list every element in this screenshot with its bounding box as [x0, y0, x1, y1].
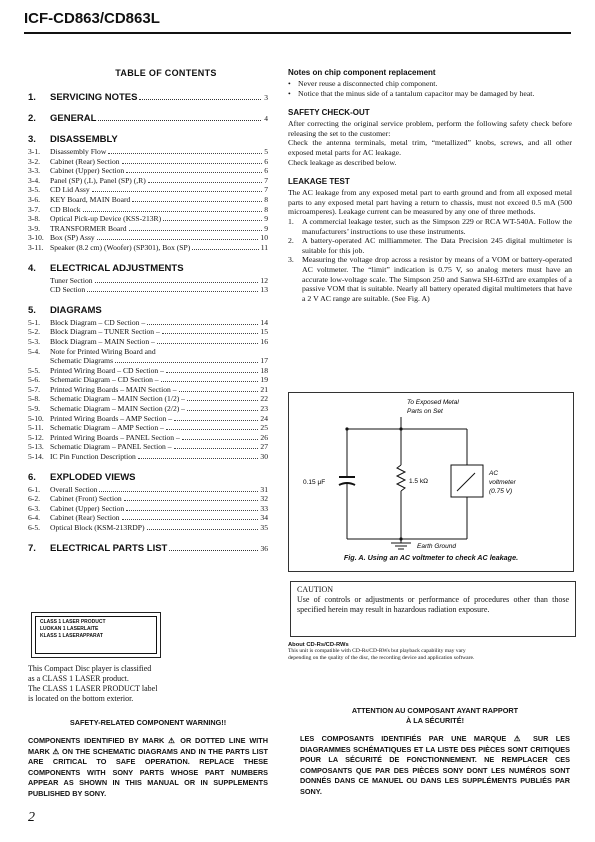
- toc-entry-title: Printed Wiring Boards – PANEL Section –: [50, 432, 180, 442]
- toc-entry-number: 5-6.: [28, 375, 41, 385]
- leakage-test-title: LEAKAGE TEST: [288, 177, 350, 187]
- toc-entry-number: 3-1.: [28, 147, 41, 156]
- meter-label-ac: AC: [489, 470, 499, 477]
- toc-entry-number: 5-1.: [28, 317, 41, 327]
- toc-entry[interactable]: [28, 224, 268, 234]
- toc-entry-number: 5-13.: [28, 442, 44, 452]
- toc-entry-title: Cabinet (Upper) Section: [50, 503, 125, 513]
- toc-page-number: 17: [260, 356, 268, 366]
- toc-entry-title: KEY Board, MAIN Board: [50, 194, 131, 204]
- toc-entry-title: Box (SP) Assy: [50, 233, 95, 243]
- toc-leader-dots: [148, 182, 262, 183]
- toc-section-number: 6.: [28, 471, 36, 483]
- toc-section: [28, 113, 268, 124]
- toc-entry-title: Schematic Diagrams: [50, 356, 114, 366]
- toc-entry-title: IC Pin Function Description: [50, 452, 136, 462]
- toc-leader-dots: [122, 519, 259, 520]
- toc-entry-number: 5-11.: [28, 423, 44, 433]
- voltmeter-needle: [457, 473, 475, 491]
- chip-notes-title: Notes on chip component replacement: [288, 68, 436, 77]
- junction-dot: [399, 537, 402, 540]
- toc-entry[interactable]: [28, 243, 268, 253]
- leakage-test-intro: The AC leakage from any exposed metal part to earth ground and from all exposed metal parts to any exposed metal part having a return to chassis, must not exceed 0.5 mA (500 microamperes). Leakage current can be measured by any one of three methods.: [288, 188, 572, 217]
- toc-leader-dots: [157, 343, 259, 344]
- toc-entry-number: 5-9.: [28, 404, 41, 414]
- toc-entry-number: 5-10.: [28, 413, 44, 423]
- toc-section-title: SERVICING NOTES: [50, 92, 138, 103]
- toc-leader-dots: [187, 410, 258, 411]
- toc-page-number: 6: [264, 156, 268, 166]
- toc-leader-dots: [166, 429, 259, 430]
- toc-page-number: 9: [264, 223, 268, 233]
- laser-label-text: [35, 616, 157, 654]
- toc-section-title: DIAGRAMS: [50, 304, 102, 316]
- toc-page-number: 18: [260, 365, 268, 375]
- laser-product-label: [31, 612, 161, 658]
- safety-warning-fr-title: [300, 706, 570, 726]
- toc-section: [28, 92, 268, 103]
- toc-entry-number: 6-4.: [28, 513, 41, 523]
- toc-entry-title: Printed Wiring Boards – MAIN Section –: [50, 384, 177, 394]
- toc-page-number: 22: [260, 394, 268, 404]
- toc-entry-number: 5-5.: [28, 365, 41, 375]
- toc-section-heading[interactable]: [28, 263, 268, 274]
- toc-leader-dots: [174, 420, 258, 421]
- toc-entry[interactable]: [28, 285, 268, 295]
- header-rule: [24, 32, 571, 34]
- toc-leader-dots: [83, 211, 263, 212]
- meter-label-range: (0.75 V): [489, 488, 513, 495]
- toc-section: [28, 305, 268, 462]
- toc-leader-dots: [99, 491, 258, 492]
- toc-leader-dots: [124, 500, 259, 501]
- toc-section: [28, 472, 268, 533]
- leakage-method-text: Measuring the voltage drop across a resistor by means of a VOM or battery-operated AC voltmeter. The “limit” indication is 0.75 V, so analog meters must have an accurate low-voltage scale. The Simpson 250 and Sanwa SH-63Trd are examples of a passive VOM that is suitable. Nearly all battery operated digital multimeters that have a 2 V AC range are suitable. (See Fig. A): [302, 255, 572, 303]
- toc-entry-number: 5-4.: [28, 346, 41, 356]
- safety-warning-title: SAFETY-RELATED COMPONENT WARNING!!: [69, 718, 227, 727]
- toc-leader-dots: [179, 391, 259, 392]
- toc-entry[interactable]: [28, 147, 268, 157]
- leakage-method-item: [288, 236, 572, 255]
- toc-section-heading[interactable]: [28, 92, 268, 103]
- toc-leader-dots: [129, 230, 263, 231]
- right-column: [288, 68, 572, 303]
- toc-page-number: 7: [264, 185, 268, 195]
- toc-leader-dots: [192, 249, 258, 250]
- toc-leader-dots: [122, 163, 263, 164]
- safety-checkout-paragraph: After correcting the original service problem, perform the following safety check before releasing the set to the customer:: [288, 119, 572, 138]
- toc-section-heading[interactable]: [28, 113, 268, 124]
- chip-note-item: [288, 79, 572, 89]
- item-number: 2.: [288, 236, 294, 246]
- leakage-method-text: A commercial leakage tester, such as the Simpson 229 or RCA WT-540A. Follow the manufacturers’ instructions to use these instruments.: [302, 216, 572, 236]
- toc-page-number: 10: [260, 233, 268, 243]
- toc-section-title: EXPLODED VIEWS: [50, 471, 136, 483]
- toc-entry-title: Schematic Diagram – CD Section –: [50, 375, 159, 385]
- cdrw-title: About CD-Rs/CD-RWs: [288, 642, 349, 648]
- toc-entry[interactable]: [28, 404, 268, 414]
- toc-entry-title: CD Section: [50, 285, 86, 295]
- caution-box: [290, 581, 576, 637]
- toc-leader-dots: [139, 99, 261, 100]
- toc-entry[interactable]: [28, 452, 268, 462]
- toc-entry-number: 3-7.: [28, 204, 41, 214]
- toc-entry-title: Optical Pick-up Device (KSS-213R): [50, 214, 162, 224]
- toc-page-number: 21: [260, 384, 268, 394]
- toc-section-number: 1.: [28, 92, 36, 103]
- toc-page-number: 3: [264, 93, 268, 102]
- toc-entry[interactable]: [28, 337, 268, 347]
- toc-section: [28, 543, 268, 554]
- cd-note-line: is located on the bottom exterior.: [28, 694, 134, 703]
- cd-laser-note: [28, 664, 258, 704]
- chip-note-text: Never reuse a disconnected chip component.: [298, 79, 438, 88]
- toc-page-number: 12: [260, 275, 268, 285]
- toc-entry-title: Block Diagram – TUNER Section –: [50, 327, 160, 337]
- toc-section-heading[interactable]: [28, 472, 268, 483]
- toc-entry[interactable]: [28, 233, 268, 243]
- toc-entry[interactable]: [28, 433, 268, 443]
- page-number: 2: [28, 810, 35, 825]
- toc-leader-dots: [187, 400, 258, 401]
- toc-page-number: 30: [260, 452, 268, 462]
- toc-page-number: 7: [264, 175, 268, 185]
- toc-leader-dots: [95, 282, 259, 283]
- toc-entry-title: Tuner Section: [50, 275, 93, 285]
- toc-entry-number: 3-10.: [28, 233, 44, 243]
- toc-section-number: 3.: [28, 134, 36, 145]
- junction-dot: [399, 427, 402, 430]
- toc-entry[interactable]: [28, 513, 268, 523]
- toc-entry-number: 3-11.: [28, 242, 44, 252]
- toc-entry-title: Cabinet (Rear) Section: [50, 156, 120, 166]
- toc-entry-number: 5-8.: [28, 394, 41, 404]
- toc-page-number: 9: [264, 214, 268, 224]
- toc-page-number: 25: [260, 423, 268, 433]
- toc-entry-title: Note for Printed Wiring Board and: [50, 346, 156, 356]
- toc-leader-dots: [97, 239, 259, 240]
- toc-page-number: 36: [260, 543, 268, 553]
- toc-entry[interactable]: [28, 523, 268, 533]
- toc-entry-number: 3-2.: [28, 156, 41, 166]
- toc-leader-dots: [108, 153, 262, 154]
- toc-page-number: 26: [260, 432, 268, 442]
- toc-leader-dots: [163, 220, 262, 221]
- toc-entry-number: 5-7.: [28, 384, 41, 394]
- capacitor-value: 0.15 μF: [303, 479, 326, 486]
- toc-entry-title: CD Block: [50, 204, 81, 214]
- bullet-icon: •: [288, 79, 291, 88]
- toc-page-number: 24: [260, 413, 268, 423]
- toc-entry[interactable]: [28, 504, 268, 514]
- toc-entry-number: 5-12.: [28, 432, 44, 442]
- toc-page-number: 16: [260, 336, 268, 346]
- toc-section-number: 5.: [28, 304, 36, 316]
- toc-entry[interactable]: [28, 485, 268, 495]
- toc-entry[interactable]: [28, 276, 268, 286]
- toc-entry-number: 6-5.: [28, 523, 41, 532]
- item-number: 1.: [288, 216, 294, 226]
- toc-entry[interactable]: [28, 318, 268, 328]
- toc-entry[interactable]: [28, 185, 268, 195]
- laser-label-line: CLASS 1 LASER PRODUCT: [40, 619, 106, 625]
- toc-entry-number: 5-3.: [28, 336, 41, 346]
- toc-section-title: ELECTRICAL ADJUSTMENTS: [50, 262, 184, 274]
- toc-entry[interactable]: [28, 214, 268, 224]
- cd-note-line: The CLASS 1 LASER PRODUCT label: [28, 684, 158, 693]
- toc-entry-title: Speaker (8.2 cm) (Woofer) (SP301), Box (SP): [50, 242, 191, 252]
- toc-section-heading[interactable]: [28, 305, 268, 316]
- leakage-circuit-diagram: [289, 393, 573, 553]
- toc-page-number: 8: [264, 204, 268, 214]
- toc-section: [28, 263, 268, 295]
- toc-entry-number: 3-8.: [28, 214, 41, 224]
- toc-entry-number: 3-6.: [28, 194, 41, 204]
- toc-section: [28, 134, 268, 253]
- toc-page-number: 6: [264, 166, 268, 176]
- toc-entry[interactable]: [28, 394, 268, 404]
- toc-section-heading[interactable]: [28, 134, 268, 145]
- toc-leader-dots: [87, 291, 258, 292]
- safety-checkout-title: SAFETY CHECK-OUT: [288, 108, 370, 118]
- leakage-method-text: A battery-operated AC milliammeter. The Data Precision 245 digital multimeter is suitable for this job.: [302, 236, 572, 255]
- cdrw-body: This unit is compatible with CD-Rs/CD-RWs but playback capability may vary depending on the quality of the disc, the recording device and application software.: [288, 648, 475, 662]
- chip-note-text: Notice that the minus side of a tantalum capacitor may be damaged by heat.: [298, 88, 535, 98]
- toc-entry-title: Optical Block (KSM-213RDP): [50, 523, 145, 532]
- document-header: ICF-CD863/CD863L: [24, 10, 160, 27]
- toc-entry[interactable]: [28, 347, 268, 357]
- toc-entry-title: Cabinet (Rear) Section: [50, 513, 120, 523]
- toc-leader-dots: [182, 439, 259, 440]
- toc-entry-title: Block Diagram – MAIN Section –: [50, 336, 155, 346]
- toc-section-title: GENERAL: [50, 113, 97, 124]
- safety-checkout-paragraph: Check leakage as described below.: [288, 157, 397, 167]
- toc-entry-title: Overall Section: [50, 484, 98, 494]
- toc-entry-number: 5-14.: [28, 452, 44, 462]
- toc-section-heading[interactable]: [28, 543, 268, 554]
- toc-leader-dots: [147, 324, 258, 325]
- toc-page-number: 8: [264, 194, 268, 204]
- cdrw-note: [288, 642, 488, 663]
- toc-entry-number: 6-2.: [28, 494, 41, 504]
- leakage-method-item: [288, 255, 572, 303]
- safety-warning-body: COMPONENTS IDENTIFIED BY MARK ⚠ OR DOTTED LINE WITH MARK ⚠ ON THE SCHEMATIC DIAGRAMS AND IN THE PARTS LIST ARE CRITICAL TO SAFE OPERATION. REPLACE THESE COMPONENTS WITH SONY PARTS WHOSE PART NUMBERS APPEAR AS SHOWN IN THIS MANUAL OR IN SUPPLEMENTS PUBLISHED BY SONY.: [28, 736, 268, 798]
- figure-caption: Fig. A. Using an AC voltmeter to check AC leakage.: [343, 553, 519, 562]
- toc-page-number: 5: [264, 147, 268, 156]
- toc-page-number: 32: [260, 494, 268, 504]
- toc-page-number: 27: [260, 442, 268, 452]
- toc-page-number: 23: [260, 404, 268, 414]
- toc-entry[interactable]: [28, 157, 268, 167]
- laser-label-line: LUOKAN 1 LASERLAITE: [40, 626, 99, 632]
- toc-section-number: 4.: [28, 262, 36, 274]
- leakage-method-item: [288, 217, 572, 236]
- toc-entry-title: CD Lid Assy: [50, 185, 90, 195]
- chip-note-item: [288, 89, 572, 99]
- cd-note-line: as a CLASS 1 LASER product.: [28, 674, 129, 683]
- toc-entry-title: Printed Wiring Boards – AMP Section –: [50, 413, 173, 423]
- laser-label-line: KLASS 1 LASERAPPARAT: [40, 633, 103, 639]
- toc-entry-number: 5-2.: [28, 327, 41, 337]
- toc-entry[interactable]: [28, 195, 268, 205]
- toc-entry-continuation[interactable]: [28, 356, 268, 366]
- toc-page-number: 35: [260, 523, 268, 532]
- fr-title-line: À LA SÉCURITÉ!: [405, 716, 465, 725]
- toc-entry[interactable]: [28, 442, 268, 452]
- toc-entry[interactable]: [28, 375, 268, 385]
- toc-page-number: 11: [260, 242, 268, 252]
- toc-leader-dots: [162, 333, 259, 334]
- toc-entry-title: Schematic Diagram – MAIN Section (2/2) –: [50, 404, 185, 414]
- toc-leader-dots: [132, 201, 262, 202]
- toc-leader-dots: [169, 550, 257, 551]
- safety-checkout-paragraph: Check the antenna terminals, metal trim, “metallized” knobs, screws, and all other exposed metal parts for AC leakage.: [288, 138, 572, 157]
- toc-section-title: DISASSEMBLY: [50, 134, 118, 145]
- toc-section-number: 2.: [28, 113, 36, 124]
- toc-entry-title: Schematic Diagram – AMP Section –: [50, 423, 164, 433]
- toc-page-number: 19: [260, 375, 268, 385]
- toc-page-number: 14: [260, 317, 268, 327]
- toc-entry[interactable]: [28, 423, 268, 433]
- bullet-icon: •: [288, 88, 291, 98]
- toc-entry[interactable]: [28, 166, 268, 176]
- safety-warning-fr-body: LES COMPOSANTS IDENTIFIÉS PAR UNE MARQUE ⚠ SUR LES DIAGRAMMES SCHÉMATIQUES ET LA LISTE DES PIÈCES SONT CRITIQUES POUR LA SÉCURITÉ DE FONCTIONNEMENT. NE REMPLACER CES COMPOSANTS QUE PAR DES PIÈCES SONY DONT LES NUMÉROS SONT DONNÉS DANS CE MANUEL OU DANS LES SUPPLÉMENTS PUBLIÉS PAR SONY.: [300, 734, 570, 796]
- toc-entry[interactable]: [28, 176, 268, 186]
- toc-leader-dots: [166, 372, 259, 373]
- toc-entry[interactable]: [28, 494, 268, 504]
- toc-entry-title: Cabinet (Front) Section: [50, 494, 122, 504]
- toc-entry-title: Block Diagram – CD Section –: [50, 317, 146, 327]
- fr-title-line: ATTENTION AU COMPOSANT AYANT RAPPORT: [351, 706, 519, 715]
- toc-entry-title: TRANSFORMER Board: [50, 223, 127, 233]
- meter-label-voltmeter: voltmeter: [489, 479, 516, 486]
- toc-entry-number: 6-1.: [28, 484, 41, 494]
- toc-leader-dots: [138, 458, 259, 459]
- table-of-contents: [28, 68, 268, 564]
- toc-entry[interactable]: [28, 205, 268, 215]
- toc-entry-title: Cabinet (Upper) Section: [50, 166, 125, 176]
- caution-title: CAUTION: [297, 585, 333, 594]
- resistor-zigzag: [397, 465, 405, 491]
- item-number: 3.: [288, 255, 294, 265]
- toc-title: TABLE OF CONTENTS: [115, 68, 217, 78]
- toc-leader-dots: [147, 529, 259, 530]
- cd-note-line: This Compact Disc player is classified: [28, 664, 152, 673]
- caution-body: Use of controls or adjustments or performance of procedures other than those specified herein may result in hazardous radiation exposure.: [297, 595, 569, 614]
- label-parts-on-set: Parts on Set: [407, 408, 443, 415]
- label-exposed-metal: To Exposed Metal: [407, 399, 459, 406]
- toc-page-number: 4: [264, 114, 268, 123]
- toc-leader-dots: [126, 510, 258, 511]
- toc-leader-dots: [115, 362, 258, 363]
- toc-page-number: 33: [260, 503, 268, 513]
- toc-entry-number: 3-3.: [28, 166, 41, 176]
- toc-leader-dots: [161, 381, 259, 382]
- toc-body: [28, 92, 268, 554]
- toc-entry-title: Schematic Diagram – MAIN Section (1/2) –: [50, 394, 185, 404]
- resistor-value: 1.5 kΩ: [409, 478, 428, 485]
- toc-entry-title: Disassembly Flow: [50, 147, 107, 156]
- toc-entry-title: Printed Wiring Board – CD Section –: [50, 365, 164, 375]
- toc-page-number: 34: [260, 513, 268, 523]
- toc-entry[interactable]: [28, 385, 268, 395]
- toc-entry[interactable]: [28, 414, 268, 424]
- earth-ground-label: Earth Ground: [417, 543, 457, 550]
- toc-entry-number: 3-9.: [28, 223, 41, 233]
- leakage-test-figure: [288, 392, 574, 572]
- toc-page-number: 15: [260, 327, 268, 337]
- toc-entry[interactable]: [28, 366, 268, 376]
- toc-entry-number: 6-3.: [28, 503, 41, 513]
- toc-entry-number: 3-5.: [28, 185, 41, 195]
- toc-leader-dots: [126, 172, 262, 173]
- toc-page-number: 31: [260, 484, 268, 494]
- toc-section-number: 7.: [28, 542, 36, 554]
- toc-page-number: 13: [260, 285, 268, 295]
- toc-entry-title: Panel (SP) (,L), Panel (SP) (,R): [50, 175, 146, 185]
- toc-entry-number: 3-4.: [28, 175, 41, 185]
- toc-entry[interactable]: [28, 327, 268, 337]
- toc-entry-title: Schematic Diagram – PANEL Section –: [50, 442, 172, 452]
- toc-leader-dots: [98, 120, 261, 121]
- toc-leader-dots: [92, 191, 263, 192]
- toc-section-title: ELECTRICAL PARTS LIST: [50, 542, 168, 554]
- toc-leader-dots: [174, 448, 259, 449]
- junction-dot: [345, 427, 348, 430]
